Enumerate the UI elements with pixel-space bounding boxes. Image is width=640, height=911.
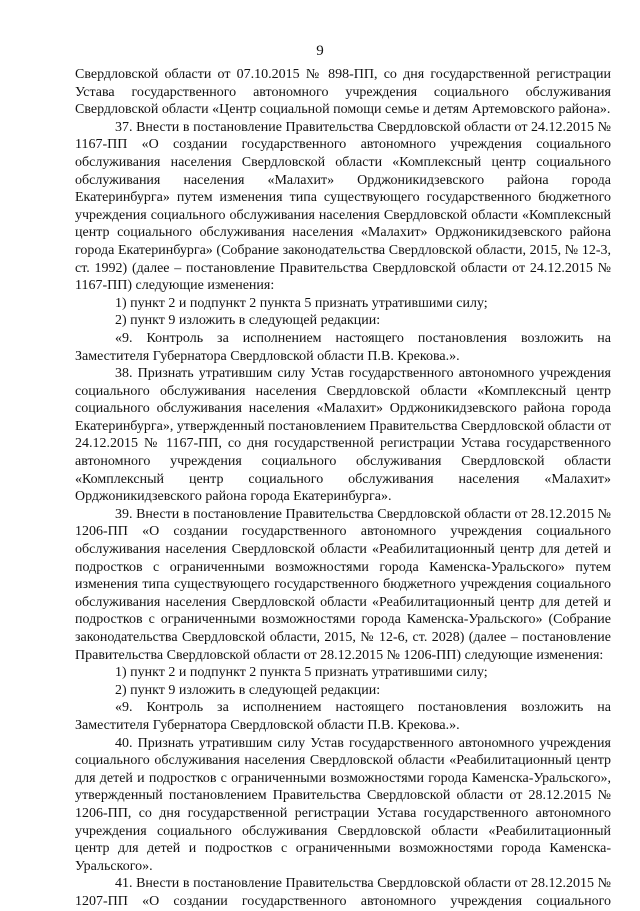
page-number: 9 bbox=[316, 43, 324, 59]
paragraph-item-39: 39. Внести в постановление Правительства Свердловской области от 28.12.2015 № 1206-ПП «О создании государственного автономного учреждения социального обслуживания населения Свердловской области «Реабилитационный центр для детей и подростков с ограниченными возможностями города Каменска-Уральского» путем изменения типа существующего государственного бюджетного учреждения социального обслуживания населения Свердловской области «Реабилитационный центр для детей и подростков с ограниченными возможностями города Каменска-Уральского» (Собрание законодательства Свердловской области, 2015, № 12-6, ст. 2028) (далее – постановление Правительства Свердловской области от 28.12.2015 № 1206-ПП) следующие изменения: bbox=[75, 506, 611, 663]
paragraph-item-37-sub-2: 2) пункт 9 изложить в следующей редакции: bbox=[115, 313, 381, 329]
paragraph-item-37-sub-1: 1) пункт 2 и подпункт 2 пункта 5 признать утратившими силу; bbox=[115, 295, 488, 311]
paragraph-continuation: Свердловской области от 07.10.2015 № 898-ПП, со дня государственной регистрации Устава государственного автономного учреждения социального обслуживания Свердловской области «Центр социальной помощи семье и детям Артемовского района». bbox=[75, 67, 611, 118]
paragraph-item-37-quote: «9. Контроль за исполнением настоящего постановления возложить на Заместителя Губернатора Свердловской области П.В. Крекова.». bbox=[75, 330, 611, 364]
paragraph-item-40: 40. Признать утратившим силу Устав государственного автономного учреждения социального обслуживания населения Свердловской области «Реабилитационный центр для детей и подростков с ограниченными возможностями города Каменска-Уральского», утвержденный постановлением Правительства Свердловской области от 28.12.2015 № 1206-ПП, со дня государственной регистрации Устава государственного автономного учреждения социального обслуживания Свердловской области «Реабилитационный центр для детей и подростков с ограниченными возможностями города Каменска-Уральского». bbox=[75, 735, 611, 874]
paragraph-item-39-sub-2: 2) пункт 9 изложить в следующей редакции: bbox=[115, 682, 381, 698]
paragraph-item-39-sub-1: 1) пункт 2 и подпункт 2 пункта 5 признать утратившими силу; bbox=[115, 665, 488, 681]
paragraph-item-39-quote: «9. Контроль за исполнением настоящего постановления возложить на Заместителя Губернатора Свердловской области П.В. Крекова.». bbox=[75, 700, 611, 733]
document-body bbox=[75, 66, 611, 911]
paragraph-item-41: 41. Внести в постановление Правительства Свердловской области от 28.12.2015 № 1207-ПП «О создании государственного автономного учреждения социального bbox=[75, 876, 611, 909]
paragraph-item-38: 38. Признать утратившим силу Устав государственного автономного учреждения социального обслуживания населения Свердловской области «Комплексный центр социального обслуживания населения «Малахит» Орджоникидзевского района города Екатеринбурга», утвержденный постановлением Правительства Свердловской области от 24.12.2015 № 1167-ПП, со дня государственной регистрации Устава государственного автономного учреждения социального обслуживания Свердловской области «Комплексный центр социального обслуживания населения «Малахит» Орджоникидзевского района города Екатеринбурга». bbox=[75, 366, 612, 505]
paragraph-item-37: 37. Внести в постановление Правительства Свердловской области от 24.12.2015 № 1167-ПП «О создании государственного автономного учреждения социального обслуживания населения Свердловской области «Комплексный центр социального обслуживания населения «Малахит» Орджоникидзевского района города Екатеринбурга» путем изменения типа существующего государственного бюджетного учреждения социального обслуживания населения Свердловской области «Комплексный центр социального обслуживания населения «Малахит» Орджоникидзевского района города Екатеринбурга» (Собрание законодательства Свердловской области, 2015, № 12-3, ст. 1992) (далее – постановление Правительства Свердловской области от 24.12.2015 № 1167-ПП) следующие изменения: bbox=[75, 119, 611, 294]
